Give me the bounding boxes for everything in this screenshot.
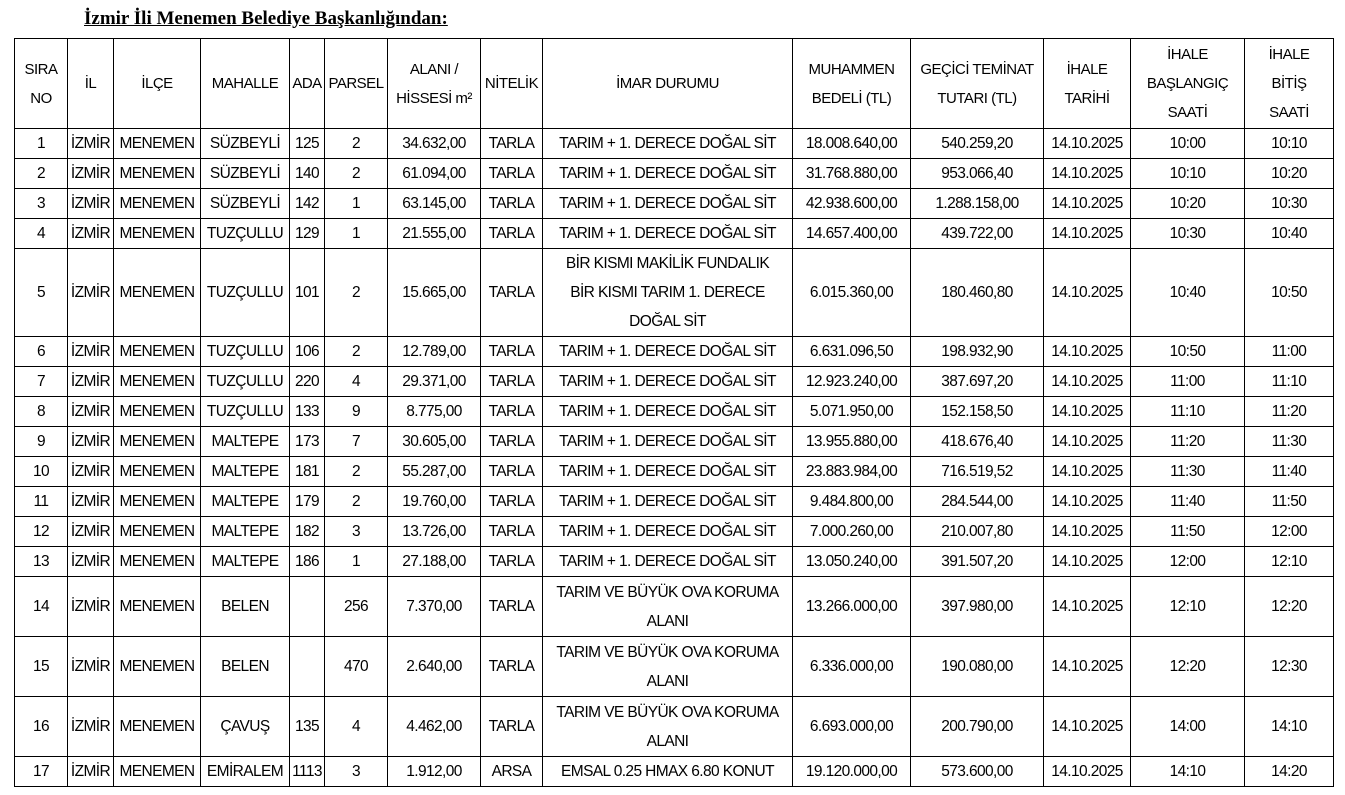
cell-ihale-tarihi: 14.10.2025: [1044, 457, 1131, 487]
cell-bitis-saati: 10:20: [1245, 159, 1334, 189]
cell-alani: 15.665,00: [388, 249, 481, 337]
header-muhammen-bedeli: MUHAMMEN BEDELİ (TL): [793, 39, 911, 129]
cell-ada: 181: [290, 457, 325, 487]
cell-il: İZMİR: [68, 427, 114, 457]
header-gecici-teminat: GEÇİCİ TEMİNAT TUTARI (TL): [911, 39, 1044, 129]
cell-baslangic-saati: 12:20: [1131, 637, 1245, 697]
cell-gecici-teminat: 152.158,50: [911, 397, 1044, 427]
cell-ada: 182: [290, 517, 325, 547]
cell-ada: 129: [290, 219, 325, 249]
cell-gecici-teminat: 190.080,00: [911, 637, 1044, 697]
header-il: İL: [68, 39, 114, 129]
cell-sira-no: 3: [15, 189, 68, 219]
cell-nitelik: TARLA: [481, 397, 543, 427]
cell-il: İZMİR: [68, 189, 114, 219]
cell-il: İZMİR: [68, 457, 114, 487]
cell-parsel: 3: [325, 517, 388, 547]
table-row: [15, 697, 1334, 757]
cell-sira-no: 2: [15, 159, 68, 189]
header-ilce: İLÇE: [114, 39, 201, 129]
header-ada: ADA: [290, 39, 325, 129]
cell-ihale-tarihi: 14.10.2025: [1044, 219, 1131, 249]
cell-bitis-saati: 12:20: [1245, 577, 1334, 637]
cell-bitis-saati: 11:10: [1245, 367, 1334, 397]
cell-alani: 13.726,00: [388, 517, 481, 547]
cell-ilce: MENEMEN: [114, 367, 201, 397]
cell-mahalle: MALTEPE: [201, 427, 290, 457]
cell-mahalle: SÜZBEYLİ: [201, 129, 290, 159]
table-row: [15, 577, 1334, 637]
cell-ada: 101: [290, 249, 325, 337]
cell-il: İZMİR: [68, 757, 114, 787]
cell-il: İZMİR: [68, 219, 114, 249]
cell-nitelik: TARLA: [481, 637, 543, 697]
cell-parsel: 7: [325, 427, 388, 457]
cell-bitis-saati: 11:40: [1245, 457, 1334, 487]
cell-il: İZMİR: [68, 397, 114, 427]
cell-parsel: 2: [325, 249, 388, 337]
cell-mahalle: TUZÇULLU: [201, 397, 290, 427]
cell-muhammen-bedeli: 31.768.880,00: [793, 159, 911, 189]
cell-ihale-tarihi: 14.10.2025: [1044, 697, 1131, 757]
cell-bitis-saati: 10:40: [1245, 219, 1334, 249]
cell-ada: [290, 637, 325, 697]
cell-imar-durumu: [543, 249, 793, 337]
cell-parsel: 470: [325, 637, 388, 697]
cell-gecici-teminat: 210.007,80: [911, 517, 1044, 547]
cell-gecici-teminat: 540.259,20: [911, 129, 1044, 159]
cell-imar-durumu: TARIM + 1. DERECE DOĞAL SİT: [543, 337, 793, 367]
cell-gecici-teminat: 573.600,00: [911, 757, 1044, 787]
cell-sira-no: 5: [15, 249, 68, 337]
cell-ada: [290, 577, 325, 637]
cell-muhammen-bedeli: 19.120.000,00: [793, 757, 911, 787]
cell-baslangic-saati: 10:20: [1131, 189, 1245, 219]
cell-ilce: MENEMEN: [114, 129, 201, 159]
cell-sira-no: 13: [15, 547, 68, 577]
cell-ihale-tarihi: 14.10.2025: [1044, 337, 1131, 367]
cell-bitis-saati: 11:50: [1245, 487, 1334, 517]
cell-nitelik: TARLA: [481, 337, 543, 367]
cell-parsel: 2: [325, 457, 388, 487]
cell-nitelik: TARLA: [481, 367, 543, 397]
table-row: [15, 159, 1334, 189]
cell-nitelik: TARLA: [481, 577, 543, 637]
cell-sira-no: 8: [15, 397, 68, 427]
cell-mahalle: MALTEPE: [201, 487, 290, 517]
cell-muhammen-bedeli: 14.657.400,00: [793, 219, 911, 249]
cell-parsel: 2: [325, 159, 388, 189]
cell-gecici-teminat: 180.460,80: [911, 249, 1044, 337]
cell-ilce: MENEMEN: [114, 189, 201, 219]
cell-mahalle: MALTEPE: [201, 457, 290, 487]
cell-ilce: MENEMEN: [114, 219, 201, 249]
cell-gecici-teminat: 200.790,00: [911, 697, 1044, 757]
cell-il: İZMİR: [68, 487, 114, 517]
cell-bitis-saati: 12:10: [1245, 547, 1334, 577]
cell-bitis-saati: 11:30: [1245, 427, 1334, 457]
cell-muhammen-bedeli: 6.693.000,00: [793, 697, 911, 757]
cell-alani: 1.912,00: [388, 757, 481, 787]
cell-gecici-teminat: 198.932,90: [911, 337, 1044, 367]
cell-ihale-tarihi: 14.10.2025: [1044, 129, 1131, 159]
cell-nitelik: TARLA: [481, 249, 543, 337]
cell-ihale-tarihi: 14.10.2025: [1044, 189, 1131, 219]
auction-table: [14, 38, 1334, 787]
cell-mahalle: SÜZBEYLİ: [201, 189, 290, 219]
cell-nitelik: TARLA: [481, 219, 543, 249]
cell-imar-durumu: TARIM + 1. DERECE DOĞAL SİT: [543, 219, 793, 249]
imar-line: TARIM VE BÜYÜK OVA KORUMA: [556, 643, 779, 661]
imar-line: TARIM VE BÜYÜK OVA KORUMA: [556, 583, 779, 601]
table-row: [15, 487, 1334, 517]
cell-ihale-tarihi: 14.10.2025: [1044, 577, 1131, 637]
cell-gecici-teminat: 391.507,20: [911, 547, 1044, 577]
cell-sira-no: 9: [15, 427, 68, 457]
cell-mahalle: TUZÇULLU: [201, 367, 290, 397]
cell-ilce: MENEMEN: [114, 697, 201, 757]
imar-line: BİR KISMI TARIM 1. DERECE: [570, 284, 765, 301]
cell-nitelik: TARLA: [481, 159, 543, 189]
cell-ilce: MENEMEN: [114, 159, 201, 189]
cell-ihale-tarihi: 14.10.2025: [1044, 367, 1131, 397]
cell-il: İZMİR: [68, 697, 114, 757]
imar-line: DOĞAL SİT: [629, 313, 706, 330]
cell-alani: 30.605,00: [388, 427, 481, 457]
cell-muhammen-bedeli: 9.484.800,00: [793, 487, 911, 517]
cell-alani: 21.555,00: [388, 219, 481, 249]
cell-bitis-saati: 12:30: [1245, 637, 1334, 697]
imar-line: ALANI: [646, 732, 689, 750]
cell-il: İZMİR: [68, 637, 114, 697]
cell-ihale-tarihi: 14.10.2025: [1044, 487, 1131, 517]
cell-il: İZMİR: [68, 159, 114, 189]
cell-alani: 7.370,00: [388, 577, 481, 637]
cell-sira-no: 17: [15, 757, 68, 787]
cell-ilce: MENEMEN: [114, 249, 201, 337]
table-row: [15, 337, 1334, 367]
cell-imar-durumu: TARIM + 1. DERECE DOĞAL SİT: [543, 547, 793, 577]
cell-imar-durumu: [543, 697, 793, 757]
cell-imar-durumu: [543, 637, 793, 697]
cell-sira-no: 7: [15, 367, 68, 397]
header-ihale-tarihi: İHALE TARİHİ: [1044, 39, 1131, 129]
cell-muhammen-bedeli: 12.923.240,00: [793, 367, 911, 397]
cell-bitis-saati: 14:10: [1245, 697, 1334, 757]
cell-ilce: MENEMEN: [114, 757, 201, 787]
cell-sira-no: 12: [15, 517, 68, 547]
table-row: [15, 397, 1334, 427]
cell-il: İZMİR: [68, 547, 114, 577]
cell-bitis-saati: 12:00: [1245, 517, 1334, 547]
cell-ihale-tarihi: 14.10.2025: [1044, 159, 1131, 189]
cell-sira-no: 11: [15, 487, 68, 517]
cell-imar-durumu: TARIM + 1. DERECE DOĞAL SİT: [543, 159, 793, 189]
cell-sira-no: 14: [15, 577, 68, 637]
cell-ilce: MENEMEN: [114, 577, 201, 637]
cell-baslangic-saati: 11:10: [1131, 397, 1245, 427]
cell-baslangic-saati: 11:30: [1131, 457, 1245, 487]
cell-gecici-teminat: 716.519,52: [911, 457, 1044, 487]
cell-muhammen-bedeli: 6.336.000,00: [793, 637, 911, 697]
cell-alani: 12.789,00: [388, 337, 481, 367]
cell-il: İZMİR: [68, 517, 114, 547]
cell-nitelik: TARLA: [481, 697, 543, 757]
header-baslangic-saati: İHALE BAŞLANGIÇ SAATİ: [1131, 39, 1245, 129]
cell-muhammen-bedeli: 13.955.880,00: [793, 427, 911, 457]
cell-ilce: MENEMEN: [114, 547, 201, 577]
cell-il: İZMİR: [68, 129, 114, 159]
cell-ilce: MENEMEN: [114, 457, 201, 487]
cell-nitelik: TARLA: [481, 517, 543, 547]
cell-bitis-saati: 10:10: [1245, 129, 1334, 159]
cell-mahalle: EMİRALEM: [201, 757, 290, 787]
header-parsel: PARSEL: [325, 39, 388, 129]
cell-bitis-saati: 11:00: [1245, 337, 1334, 367]
cell-alani: 27.188,00: [388, 547, 481, 577]
cell-imar-durumu: TARIM + 1. DERECE DOĞAL SİT: [543, 129, 793, 159]
cell-mahalle: MALTEPE: [201, 547, 290, 577]
cell-ihale-tarihi: 14.10.2025: [1044, 547, 1131, 577]
cell-gecici-teminat: 953.066,40: [911, 159, 1044, 189]
cell-mahalle: MALTEPE: [201, 517, 290, 547]
cell-baslangic-saati: 11:50: [1131, 517, 1245, 547]
cell-gecici-teminat: 397.980,00: [911, 577, 1044, 637]
cell-muhammen-bedeli: 23.883.984,00: [793, 457, 911, 487]
cell-nitelik: TARLA: [481, 427, 543, 457]
cell-ada: 140: [290, 159, 325, 189]
cell-ilce: MENEMEN: [114, 637, 201, 697]
cell-imar-durumu: TARIM + 1. DERECE DOĞAL SİT: [543, 457, 793, 487]
cell-parsel: 4: [325, 697, 388, 757]
cell-bitis-saati: 10:30: [1245, 189, 1334, 219]
cell-bitis-saati: 10:50: [1245, 249, 1334, 337]
cell-sira-no: 10: [15, 457, 68, 487]
header-nitelik: NİTELİK: [481, 39, 543, 129]
cell-ihale-tarihi: 14.10.2025: [1044, 249, 1131, 337]
cell-alani: 19.760,00: [388, 487, 481, 517]
cell-nitelik: TARLA: [481, 547, 543, 577]
cell-baslangic-saati: 10:40: [1131, 249, 1245, 337]
header-bitis-saati: İHALE BİTİŞ SAATİ: [1245, 39, 1334, 129]
cell-parsel: 256: [325, 577, 388, 637]
cell-ada: 142: [290, 189, 325, 219]
cell-imar-durumu: TARIM + 1. DERECE DOĞAL SİT: [543, 487, 793, 517]
cell-sira-no: 1: [15, 129, 68, 159]
table-row: [15, 547, 1334, 577]
table-row: [15, 129, 1334, 159]
cell-parsel: 2: [325, 337, 388, 367]
cell-sira-no: 15: [15, 637, 68, 697]
cell-nitelik: TARLA: [481, 129, 543, 159]
cell-il: İZMİR: [68, 577, 114, 637]
cell-parsel: 4: [325, 367, 388, 397]
cell-parsel: 1: [325, 189, 388, 219]
cell-imar-durumu: TARIM + 1. DERECE DOĞAL SİT: [543, 397, 793, 427]
cell-ilce: MENEMEN: [114, 487, 201, 517]
cell-gecici-teminat: 284.544,00: [911, 487, 1044, 517]
cell-alani: 4.462,00: [388, 697, 481, 757]
cell-alani: 63.145,00: [388, 189, 481, 219]
cell-nitelik: TARLA: [481, 189, 543, 219]
cell-ilce: MENEMEN: [114, 397, 201, 427]
cell-alani: 29.371,00: [388, 367, 481, 397]
cell-gecici-teminat: 439.722,00: [911, 219, 1044, 249]
cell-imar-durumu: TARIM + 1. DERECE DOĞAL SİT: [543, 517, 793, 547]
cell-mahalle: TUZÇULLU: [201, 249, 290, 337]
cell-baslangic-saati: 10:10: [1131, 159, 1245, 189]
cell-mahalle: TUZÇULLU: [201, 337, 290, 367]
cell-parsel: 1: [325, 219, 388, 249]
table-header-row: [15, 39, 1334, 129]
cell-baslangic-saati: 10:00: [1131, 129, 1245, 159]
imar-line: ALANI: [646, 612, 689, 630]
cell-ada: 106: [290, 337, 325, 367]
cell-ihale-tarihi: 14.10.2025: [1044, 637, 1131, 697]
cell-sira-no: 4: [15, 219, 68, 249]
cell-muhammen-bedeli: 6.631.096,50: [793, 337, 911, 367]
cell-alani: 55.287,00: [388, 457, 481, 487]
cell-baslangic-saati: 11:00: [1131, 367, 1245, 397]
cell-parsel: 1: [325, 547, 388, 577]
cell-bitis-saati: 14:20: [1245, 757, 1334, 787]
cell-imar-durumu: TARIM + 1. DERECE DOĞAL SİT: [543, 427, 793, 457]
table-row: [15, 427, 1334, 457]
cell-ada: 220: [290, 367, 325, 397]
header-alani: ALANI / HİSSESİ m²: [388, 39, 481, 129]
cell-sira-no: 16: [15, 697, 68, 757]
cell-alani: 2.640,00: [388, 637, 481, 697]
header-mahalle: MAHALLE: [201, 39, 290, 129]
cell-ada: 125: [290, 129, 325, 159]
header-sira-no: SIRA NO: [15, 39, 68, 129]
cell-il: İZMİR: [68, 367, 114, 397]
cell-mahalle: ÇAVUŞ: [201, 697, 290, 757]
cell-gecici-teminat: 418.676,40: [911, 427, 1044, 457]
cell-alani: 8.775,00: [388, 397, 481, 427]
table-row: [15, 637, 1334, 697]
cell-parsel: 2: [325, 487, 388, 517]
cell-nitelik: TARLA: [481, 487, 543, 517]
cell-nitelik: TARLA: [481, 457, 543, 487]
cell-imar-durumu: [543, 577, 793, 637]
cell-il: İZMİR: [68, 249, 114, 337]
imar-line: TARIM VE BÜYÜK OVA KORUMA: [556, 703, 779, 721]
cell-ilce: MENEMEN: [114, 427, 201, 457]
cell-mahalle: SÜZBEYLİ: [201, 159, 290, 189]
cell-muhammen-bedeli: 18.008.640,00: [793, 129, 911, 159]
cell-ihale-tarihi: 14.10.2025: [1044, 517, 1131, 547]
cell-bitis-saati: 11:20: [1245, 397, 1334, 427]
cell-ada: 186: [290, 547, 325, 577]
table-row: [15, 189, 1334, 219]
cell-alani: 34.632,00: [388, 129, 481, 159]
cell-ilce: MENEMEN: [114, 337, 201, 367]
table-row: [15, 249, 1334, 337]
table-row: [15, 219, 1334, 249]
cell-baslangic-saati: 14:00: [1131, 697, 1245, 757]
cell-ihale-tarihi: 14.10.2025: [1044, 757, 1131, 787]
cell-imar-durumu: TARIM + 1. DERECE DOĞAL SİT: [543, 367, 793, 397]
cell-mahalle: BELEN: [201, 637, 290, 697]
cell-gecici-teminat: 387.697,20: [911, 367, 1044, 397]
cell-muhammen-bedeli: 6.015.360,00: [793, 249, 911, 337]
cell-ada: 135: [290, 697, 325, 757]
cell-muhammen-bedeli: 7.000.260,00: [793, 517, 911, 547]
cell-mahalle: BELEN: [201, 577, 290, 637]
cell-imar-durumu: TARIM + 1. DERECE DOĞAL SİT: [543, 189, 793, 219]
table-row: [15, 757, 1334, 787]
imar-line: ALANI: [646, 672, 689, 690]
cell-baslangic-saati: 12:10: [1131, 577, 1245, 637]
cell-muhammen-bedeli: 42.938.600,00: [793, 189, 911, 219]
cell-il: İZMİR: [68, 337, 114, 367]
cell-muhammen-bedeli: 5.071.950,00: [793, 397, 911, 427]
cell-ada: 1113: [290, 757, 325, 787]
cell-ada: 179: [290, 487, 325, 517]
cell-parsel: 2: [325, 129, 388, 159]
cell-muhammen-bedeli: 13.266.000,00: [793, 577, 911, 637]
page-title: İzmir İli Menemen Belediye Başkanlığından:: [84, 8, 448, 29]
cell-gecici-teminat: 1.288.158,00: [911, 189, 1044, 219]
cell-nitelik: ARSA: [481, 757, 543, 787]
cell-parsel: 9: [325, 397, 388, 427]
cell-sira-no: 6: [15, 337, 68, 367]
cell-baslangic-saati: 11:20: [1131, 427, 1245, 457]
cell-baslangic-saati: 11:40: [1131, 487, 1245, 517]
cell-ilce: MENEMEN: [114, 517, 201, 547]
imar-line: BİR KISMI MAKİLİK FUNDALIK: [565, 255, 770, 272]
cell-baslangic-saati: 12:00: [1131, 547, 1245, 577]
cell-alani: 61.094,00: [388, 159, 481, 189]
table-row: [15, 367, 1334, 397]
cell-ihale-tarihi: 14.10.2025: [1044, 397, 1131, 427]
cell-ada: 173: [290, 427, 325, 457]
cell-mahalle: TUZÇULLU: [201, 219, 290, 249]
cell-baslangic-saati: 14:10: [1131, 757, 1245, 787]
cell-ihale-tarihi: 14.10.2025: [1044, 427, 1131, 457]
cell-parsel: 3: [325, 757, 388, 787]
table-row: [15, 457, 1334, 487]
cell-baslangic-saati: 10:30: [1131, 219, 1245, 249]
cell-muhammen-bedeli: 13.050.240,00: [793, 547, 911, 577]
header-imar-durumu: İMAR DURUMU: [543, 39, 793, 129]
cell-imar-durumu: EMSAL 0.25 HMAX 6.80 KONUT: [543, 757, 793, 787]
cell-baslangic-saati: 10:50: [1131, 337, 1245, 367]
table-row: [15, 517, 1334, 547]
cell-ada: 133: [290, 397, 325, 427]
